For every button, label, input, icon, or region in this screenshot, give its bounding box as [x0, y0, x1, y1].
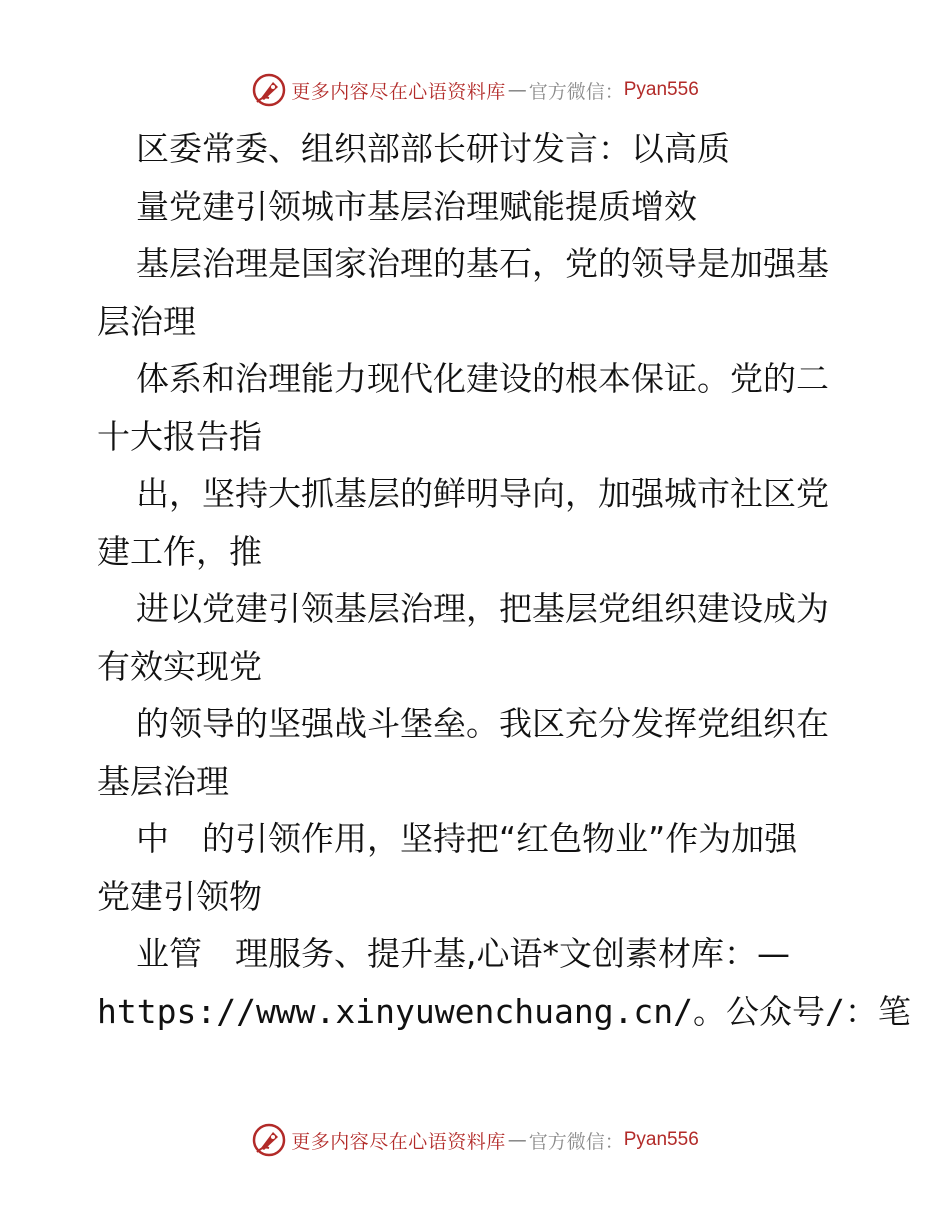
watermark-separator: —	[507, 1129, 527, 1151]
header-watermark	[0, 70, 950, 110]
paragraph-line: 基层治理是国家治理的基石，党的领导是加强基	[136, 244, 829, 283]
footer-watermark	[0, 1120, 950, 1160]
paragraph-line: 中 的引领作用，坚持把“红色物业”作为加强	[136, 819, 798, 858]
paragraph-line: 出，坚持大抓基层的鲜明导向，加强城市社区党	[136, 474, 829, 513]
document-body	[97, 120, 911, 1040]
paragraph-line: 体系和治理能力现代化建设的根本保证。党的二	[136, 359, 829, 398]
paragraph-line: 层治理	[97, 301, 196, 341]
watermark-wechat-id: Pyan556	[623, 79, 699, 100]
title-line-1: 区委常委、组织部部长研讨发言：以高质	[136, 129, 730, 168]
watermark-wechat-label: 官方微信：	[528, 80, 624, 103]
url-line: https://www.xinyuwenchuang.cn/。公众号/：笔	[97, 991, 911, 1031]
paragraph-line: 业管 理服务、提升基,心语*文创素材库：—	[136, 934, 790, 973]
watermark-brand-text: 更多内容尽在心语资料库	[291, 80, 506, 103]
paragraph-line: 有效实现党	[97, 646, 262, 686]
paragraph-line: 进以党建引领基层治理，把基层党组织建设成为	[136, 589, 829, 628]
watermark-separator: —	[507, 79, 527, 101]
paragraph-line: 的领导的坚强战斗堡垒。我区充分发挥党组织在	[136, 704, 829, 743]
watermark-brand-text: 更多内容尽在心语资料库	[291, 1130, 506, 1153]
title-line-2: 量党建引领城市基层治理赋能提质增效	[136, 186, 697, 226]
watermark-wechat-id: Pyan556	[623, 1129, 699, 1150]
pen-nib-logo-icon	[251, 1122, 287, 1158]
pen-nib-logo-icon	[251, 72, 287, 108]
watermark-wechat-label: 官方微信：	[528, 1130, 624, 1153]
paragraph-line: 党建引领物	[97, 876, 262, 916]
paragraph-line: 十大报告指	[97, 416, 262, 456]
paragraph-line: 基层治理	[97, 761, 229, 801]
paragraph-line: 建工作，推	[97, 531, 262, 571]
